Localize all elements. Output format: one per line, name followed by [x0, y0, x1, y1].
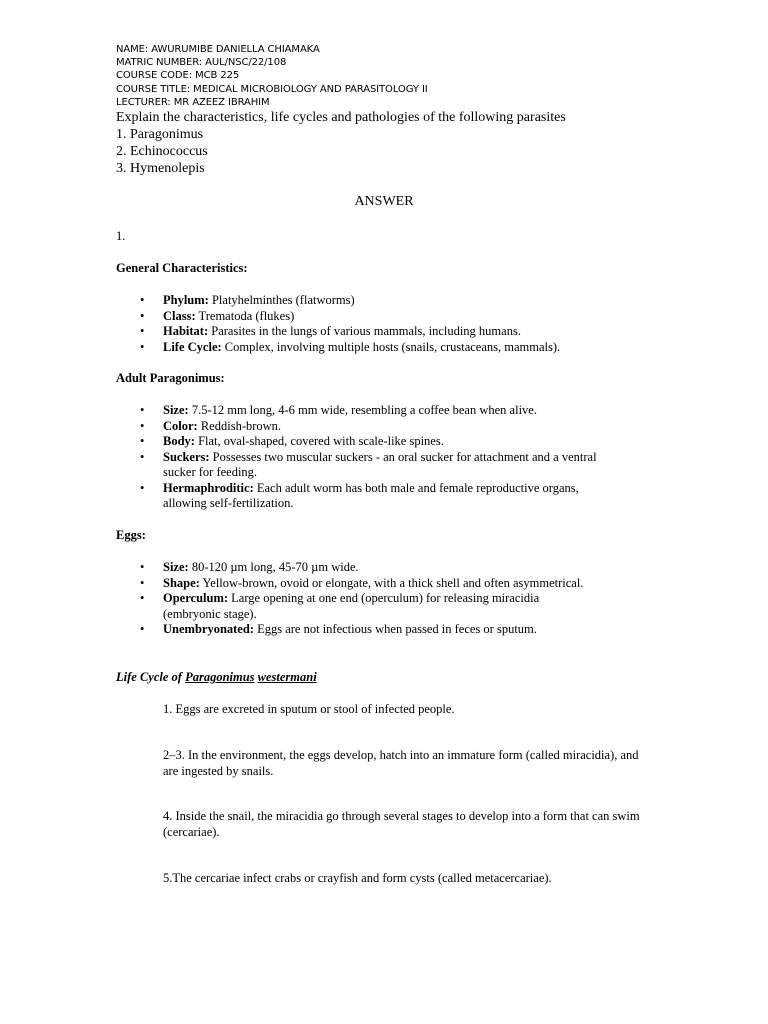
question-item-2: 2. Echinococcus	[116, 144, 208, 159]
bullet-icon: •	[140, 418, 145, 433]
bullet-icon: •	[140, 591, 145, 605]
course-title: COURSE TITLE: MEDICAL MICROBIOLOGY AND PARASITOLOGY II	[116, 84, 428, 95]
list-item: • Class: Trematoda (flukes)	[140, 308, 295, 323]
course-code: COURSE CODE: MCB 225	[116, 70, 240, 81]
list-item: • Color: Reddish-brown.	[140, 418, 282, 433]
life-cycle-step: 2–3. In the environment, the eggs develop, hatch into an immature form (called miracidia), and are ingested by snails.	[163, 748, 639, 778]
list-item: • Suckers: Possesses two muscular suckers - an oral sucker for attachment and a ventral sucker for feeding.	[140, 449, 597, 479]
general-characteristics-list	[116, 293, 656, 355]
student-name: NAME: AWURUMIBE DANIELLA CHIAMAKA	[116, 44, 320, 55]
eggs-characteristics-list	[116, 560, 656, 638]
list-item: • Habitat: Parasites in the lungs of various mammals, including humans.	[140, 324, 521, 338]
list-item: • Unembryonated: Eggs are not infectious when passed in feces or sputum.	[140, 622, 537, 636]
bullet-icon: •	[140, 575, 145, 590]
matric-number: MATRIC NUMBER: AUL/NSC/22/108	[116, 57, 287, 68]
answer-title: ANSWER	[354, 194, 414, 209]
list-item: • Operculum: Large opening at one end (operculum) for releasing miracidia (embryonic stage).	[140, 591, 540, 621]
answer-number: 1.	[116, 229, 126, 243]
bullet-icon: •	[140, 449, 145, 464]
section-heading-adult: Adult Paragonimus:	[116, 371, 225, 385]
list-item: • Size: 80-120 µm long, 45-70 µm wide.	[140, 560, 359, 574]
bullet-icon: •	[140, 434, 145, 448]
bullet-icon: •	[140, 324, 145, 338]
bullet-icon: •	[140, 308, 145, 323]
question-prompt: Explain the characteristics, life cycles and pathologies of the following parasites	[116, 110, 566, 125]
bullet-icon: •	[140, 403, 145, 417]
list-item: • Size: 7.5-12 mm long, 4-6 mm wide, resembling a coffee bean when alive.	[140, 403, 537, 417]
bullet-icon: •	[140, 480, 145, 495]
list-item: • Shape: Yellow-brown, ovoid or elongate, with a thick shell and often asymmetrical.	[140, 575, 584, 590]
adult-characteristics-list	[116, 403, 616, 512]
life-cycle-step: 4. Inside the snail, the miracidia go through several stages to develop into a form that can swim (cercariae).	[163, 809, 640, 839]
bullet-icon: •	[140, 339, 145, 354]
life-cycle-heading: Life Cycle of Paragonimus westermani	[116, 670, 317, 684]
bullet-icon: •	[140, 293, 145, 307]
list-item: • Life Cycle: Complex, involving multiple hosts (snails, crustaceans, mammals).	[140, 339, 561, 354]
lecturer: LECTURER: MR AZEEZ IBRAHIM	[116, 97, 270, 108]
list-item: • Phylum: Platyhelminthes (flatworms)	[140, 293, 355, 307]
bullet-icon: •	[140, 622, 145, 636]
life-cycle-step: 1. Eggs are excreted in sputum or stool of infected people.	[163, 702, 455, 716]
section-heading-eggs: Eggs:	[116, 528, 146, 542]
section-heading-general: General Characteristics:	[116, 261, 248, 275]
list-item: • Hermaphroditic: Each adult worm has both male and female reproductive organs, allowing self-fertilization.	[140, 480, 579, 510]
life-cycle-step: 5.The cercariae infect crabs or crayfish and form cysts (called metacercariae).	[163, 871, 552, 885]
question-item-1: 1. Paragonimus	[116, 127, 204, 142]
bullet-icon: •	[140, 560, 145, 574]
question-item-3: 3. Hymenolepis	[116, 161, 205, 176]
list-item: • Body: Flat, oval-shaped, covered with scale-like spines.	[140, 434, 444, 448]
